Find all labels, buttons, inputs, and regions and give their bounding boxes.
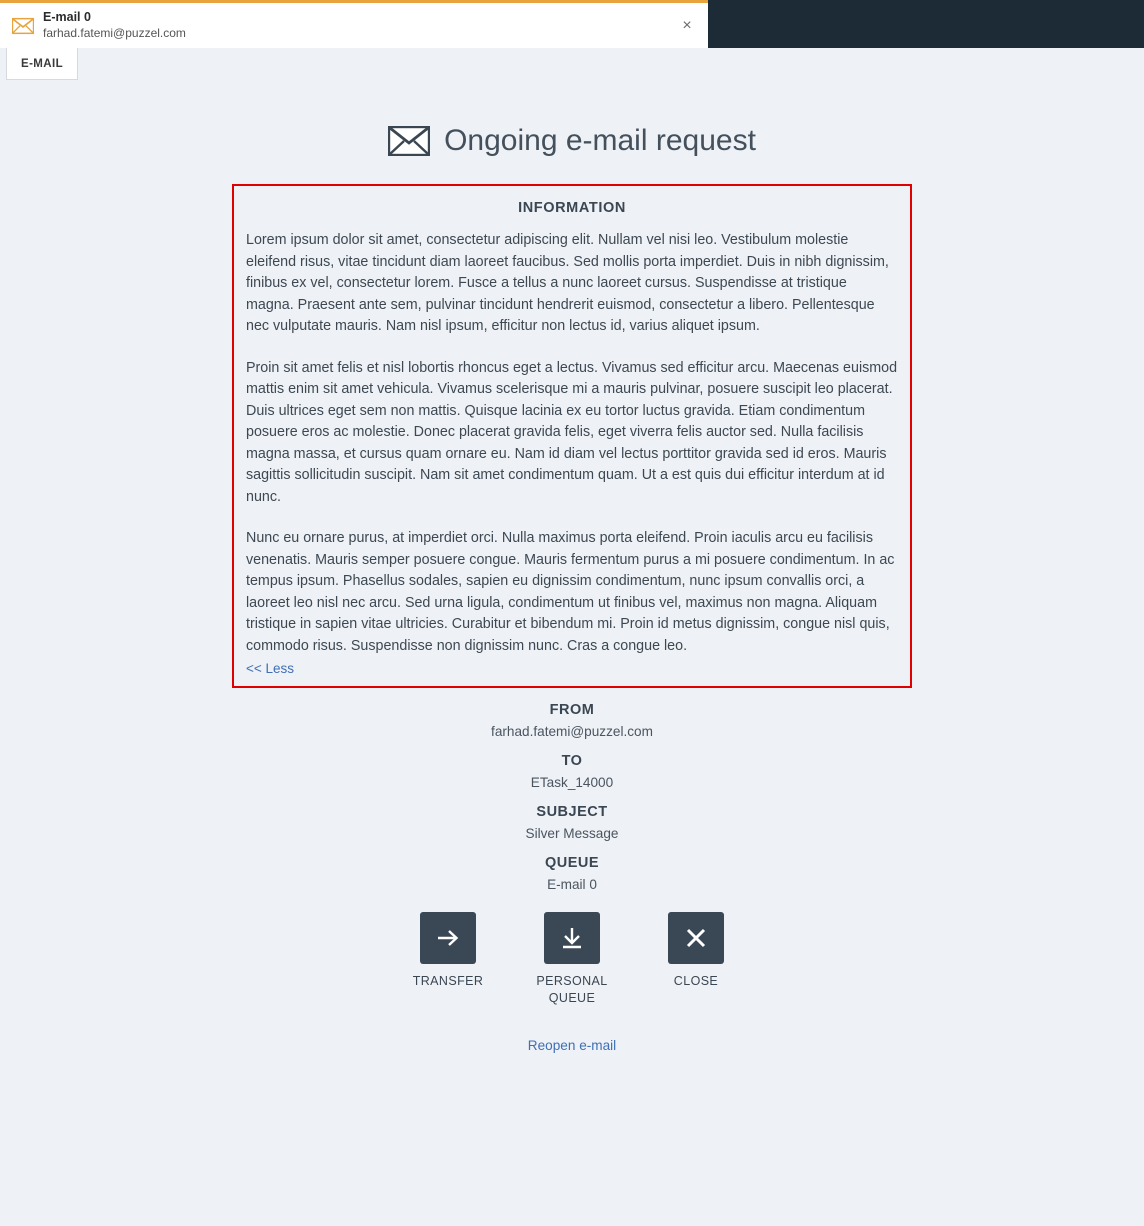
- close-request-button[interactable]: [646, 912, 746, 990]
- show-less-link[interactable]: << Less: [246, 661, 295, 676]
- email-request-panel: [0, 80, 1144, 1226]
- personal-queue-button[interactable]: [522, 912, 622, 1007]
- envelope-icon: [12, 15, 34, 37]
- transfer-label: TRANSFER: [412, 974, 484, 988]
- field-value: farhad.fatemi@puzzel.com: [491, 724, 653, 739]
- window-top-bar: [0, 0, 1144, 48]
- field-label: TO: [561, 753, 583, 769]
- reopen-email-link[interactable]: Reopen e-mail: [527, 1038, 617, 1053]
- email-fields: [0, 702, 1144, 892]
- personal-queue-label: PERSONAL QUEUE: [536, 974, 608, 1005]
- action-buttons: [0, 912, 1144, 1007]
- tab-email[interactable]: E-MAIL: [6, 48, 78, 80]
- field-queue: [0, 855, 1144, 892]
- session-email: farhad.fatemi@puzzel.com: [43, 25, 186, 40]
- arrow-right-icon: [420, 912, 476, 964]
- envelope-large-icon: [388, 126, 430, 156]
- field-label: SUBJECT: [536, 804, 608, 820]
- download-icon: [544, 912, 600, 964]
- transfer-button[interactable]: [398, 912, 498, 990]
- page-title-text: Ongoing e-mail request: [444, 124, 756, 157]
- session-title: E-mail 0: [43, 10, 91, 25]
- information-paragraph: Proin sit amet felis et nisl lobortis rhoncus eget a lectus. Vivamus sed efficitur arcu. Maecenas euismod mattis enim sit amet vehicula. Vivamus scelerisque mi a mauris pulvinar, posuere suscipit leo placerat. Duis ultrices eget sem non mattis. Quisque lacinia ex eu tortor luctus gravida. Etiam condimentum posuere eros ac molestie. Donec placerat gravida felis, eget viverra felis auctor sed. Nulla facilisis magna massa, et cursus quam ornare eu. Nam id diam vel lectus porttitor gravida sed id eros. Mauris sagittis sollicitudin suscipit. Nam sit amet condimentum quam. Ut a est quis dui efficitur interdum at id nunc.: [246, 359, 898, 505]
- field-label: QUEUE: [544, 855, 600, 871]
- information-heading: INFORMATION: [518, 200, 626, 216]
- session-text: [43, 10, 676, 41]
- field-value: ETask_14000: [530, 775, 614, 790]
- session-card[interactable]: [0, 0, 708, 48]
- information-paragraph: Lorem ipsum dolor sit amet, consectetur adipiscing elit. Nullam vel nisi leo. Vestibulum molestie eleifend risus, vitae tincidunt diam laoreet faucibus. Sed mollis porta imperdiet. Duis in nibh dignissim, finibus ex vel, consectetur lorem. Fusce a tellus a nunc laoreet cursus. Suspendisse at tristique magna. Praesent ante sem, pulvinar tincidunt hendrerit euismod, consectetur a libero. Pellentesque nec vulputate mauris. Nam nisl ipsum, efficitur non lectus id, varius aliquet ipsum.: [246, 232, 889, 334]
- field-value: Silver Message: [525, 826, 619, 841]
- close-icon[interactable]: ×: [682, 16, 692, 34]
- x-icon: [668, 912, 724, 964]
- field-label: FROM: [549, 702, 595, 718]
- field-value: E-mail 0: [547, 877, 597, 892]
- field-subject: [0, 804, 1144, 841]
- field-from: [0, 702, 1144, 739]
- tab-strip: [0, 48, 1144, 80]
- information-paragraph: Nunc eu ornare purus, at imperdiet orci. Nulla maximus porta eleifend. Proin iaculis arcu eu facilisis venenatis. Mauris semper posuere congue. Mauris fermentum purus a mi posuere condimentum. In ac tempus ipsum. Phasellus sodales, sapien eu dignissim condimentum, nunc ipsum convallis orci, a laoreet leo nisl nec arcu. Sed urna ligula, condimentum ut finibus vel, maximus non magna. Aliquam tristique in sapien vitae ultricies. Curabitur et bibendum mi. Proin id metus dignissim, congue nisl quis, commodo risus. Suspendisse non dignissim nunc. Cras a congue leo.: [246, 530, 895, 654]
- information-box: [232, 184, 912, 688]
- reopen-wrapper: [0, 1037, 1144, 1055]
- field-to: [0, 753, 1144, 790]
- page-title: [0, 124, 1144, 158]
- information-body: [246, 230, 898, 678]
- close-label: CLOSE: [673, 974, 719, 988]
